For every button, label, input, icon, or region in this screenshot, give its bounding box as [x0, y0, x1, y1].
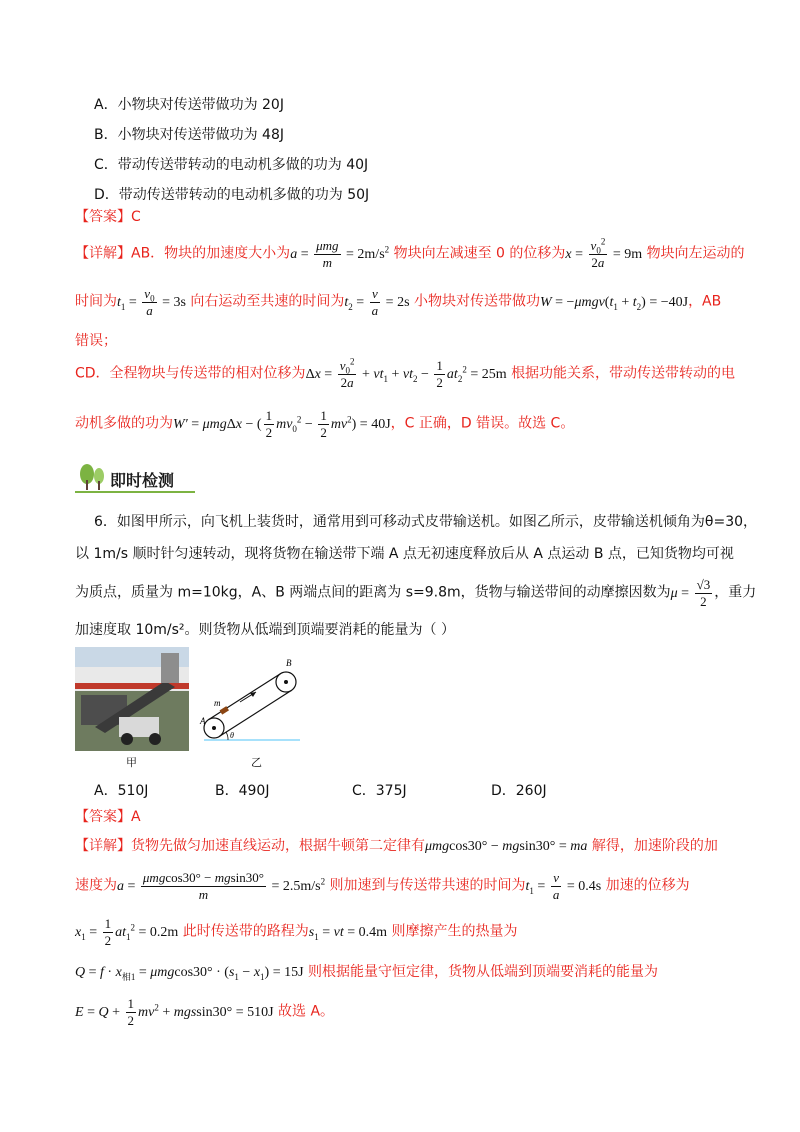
label-b: B [286, 658, 292, 668]
lower-pulley-axle [212, 726, 216, 730]
explain-text: 小物块对传送带做功 [413, 293, 540, 310]
formula: $t_1$ = $\frac{v_0}{a}$ = 3s [117, 286, 186, 318]
formula: a = $\frac{\text{μmgcos30° − mgsin30°}}{m}$ = $2.5m/s^2$ [117, 870, 326, 902]
question-text: ，重力 [714, 584, 757, 601]
answer-label: 【答案】C [75, 209, 141, 225]
option-d: D．带动传送带转动的电动机多做的功为 50J [94, 187, 370, 203]
formula: $W = -\mu mgv(t_1 + t_2) = -40J$ [539, 294, 689, 312]
explanation-line [75, 408, 574, 441]
explain-text: 解得，加速阶段的加 [591, 838, 718, 854]
explain-text: 此时传送带的路程为 [182, 923, 309, 940]
conveyor-diagram [196, 652, 306, 748]
label-theta: θ [230, 731, 234, 740]
explain-tag: 【详解】 [75, 838, 131, 854]
explain-text: 物块向左运动的 [646, 245, 745, 262]
choice-a: A．510J [94, 783, 149, 799]
formula: W′ = μmgΔx − ( $\frac{1}{2}$ $mv_0^2$ − $\frac{1}{2}$ $mv^2) = 40J$ [173, 408, 391, 440]
answer-label: 【答案】A [75, 809, 141, 825]
photo-image [75, 647, 189, 751]
explain-text: 则根据能量守恒定律，货物从低端到顶端要消耗的能量为 [308, 964, 659, 980]
choice-b: B．490J [215, 783, 270, 799]
explain-text: 动机多做的功为 [75, 415, 173, 432]
belt-bottom [219, 690, 291, 736]
explanation-line [75, 286, 721, 319]
choice-c: C．375J [352, 783, 407, 799]
explanation-line [75, 870, 690, 903]
explain-text: 则加速到与传送带共速的时间为 [329, 877, 526, 894]
explanation-line [75, 358, 735, 391]
formula: x = $\frac{v_0^2}{2a}$ = 9m [565, 236, 643, 270]
option-b: B．小物块对传送带做功为 48J [94, 127, 284, 143]
angle-arc [226, 732, 228, 740]
formula: μmgcos30° − mgsin30° = ma [425, 839, 588, 854]
explain-text: ，AB [688, 293, 722, 310]
formula: Δx = $\frac{v_0^2}{2a}$ + $vt_1 + vt_2$ − $\frac{1}{2}$ $at_2^2 = 25m$ [305, 356, 507, 390]
question-line: 以 1m/s 顺时针匀速转动，现将货物在输送带下端 A 点无初速度释放后从 A 点运动 B 点，已知货物均可视 [75, 546, 734, 562]
option-a: A．小物块对传送带做功为 20J [94, 97, 284, 113]
formula: a = $\frac{\text{μmg}}{m}$ = $2m/s^2$ [290, 238, 390, 270]
figure-label-jia: 甲 [126, 756, 137, 769]
explain-text: ，C 正确，D 错误。故选 C。 [390, 415, 575, 432]
formula: $s_1$ = vt = 0.4m [308, 924, 388, 942]
figure-label-yi: 乙 [251, 756, 262, 769]
label-m: m [214, 698, 221, 708]
formula: $x_1$ = $\frac{1}{2}$ $at_1^2 = 0.2m$ [75, 916, 179, 948]
airplane-loading-photo [75, 647, 189, 751]
explain-text: 故选 A。 [278, 1003, 335, 1020]
explanation-line [75, 238, 745, 271]
explanation-line [75, 916, 517, 949]
explain-tag: 【详解】 [75, 245, 131, 262]
explain-text: AB．物块的加速度大小为 [131, 245, 291, 262]
option-c: C．带动传送带转动的电动机多做的功为 40J [94, 157, 369, 173]
explain-text: 物块向左减速至 0 的位移为 [393, 245, 566, 262]
explain-text: CD．全程物块与传送带的相对位移为 [75, 365, 306, 382]
question-line: 6．如图甲所示，向飞机上装货时，通常用到可移动式皮带输送机。如图乙所示，皮带输送机倾角为θ=30， [94, 514, 758, 530]
explain-text: 根据功能关系，带动传送带转动的电 [511, 365, 736, 382]
question-text: 为质点，质量为 m=10kg，A、B 两端点间的距离为 s=9.8m，货物与输送带间的动摩擦因数为 [75, 584, 671, 601]
formula: $Q = f \cdot x_{相1} = \mu mgcos30^\circ \cdot (s_1 - x_1) = 15J$ [75, 965, 304, 982]
question-line [75, 577, 756, 610]
explain-text: 加速的位移为 [605, 877, 690, 894]
explanation-line: 错误； [75, 333, 117, 349]
question-line: 加速度取 10m/s²。则货物从低端到顶端要消耗的能量为（ ） [75, 622, 455, 638]
section-title: 即时检测 [110, 471, 175, 490]
explanation-line [75, 960, 658, 985]
formula: $t_1$ = $\frac{v}{a}$ = 0.4s [525, 870, 602, 902]
explain-text: 货物先做匀加速直线运动，根据牛顿第二定律有 [131, 838, 425, 854]
explanation-line [75, 834, 718, 859]
explain-text: 则摩擦产生的热量为 [391, 923, 518, 940]
explain-text: 时间为 [75, 293, 117, 310]
tree-icon [80, 464, 104, 490]
formula: μ = $\frac{√3}{2}$ [670, 577, 711, 609]
belt-top [209, 674, 281, 720]
explain-text: 向右运动至共速的时间为 [190, 293, 345, 310]
upper-pulley-axle [284, 680, 288, 684]
choice-d: D．260J [491, 783, 547, 799]
label-a: A [200, 716, 206, 726]
formula: $t_2$ = $\frac{v}{a}$ = 2s [344, 286, 410, 318]
explain-text: 速度为 [75, 877, 117, 894]
explanation-line [75, 996, 334, 1029]
formula: E = Q + $\frac{1}{2}$ $mv^2 + mgssin30^\circ = 510J$ [75, 996, 274, 1028]
